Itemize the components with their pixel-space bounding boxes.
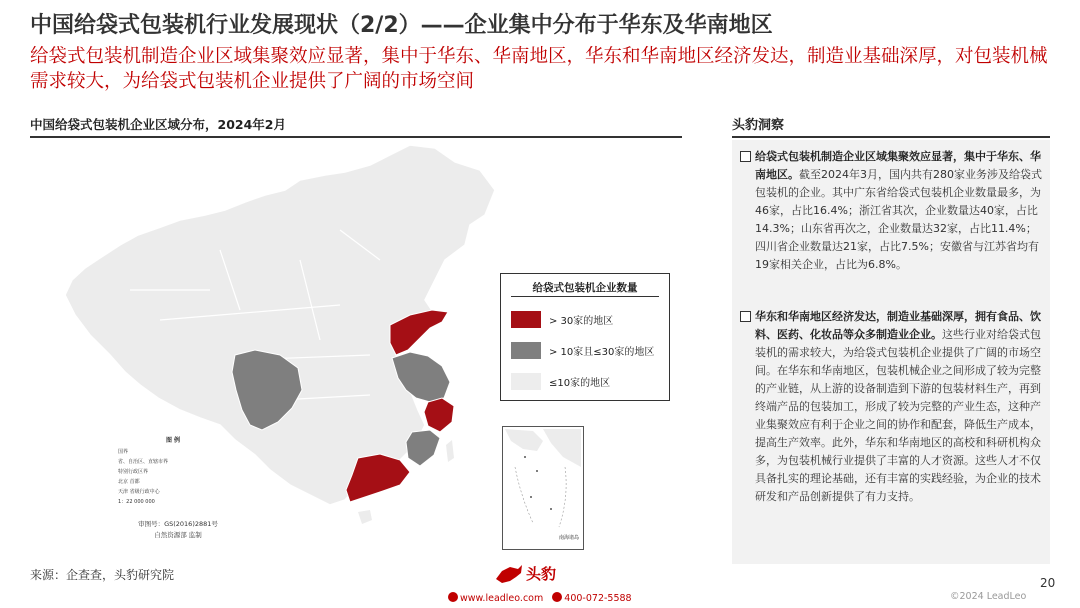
map-legend-box [500, 273, 670, 401]
map-legend-title: 图 例 [165, 437, 181, 444]
map-standard-legend [118, 435, 228, 543]
map-legend-line: 天津 省级行政中心 [118, 489, 160, 495]
page-subtitle: 给袋式包装机制造企业区域集聚效应显著，集中于华东、华南地区，华东和华南地区经济发达，制造业基础深厚，对包装机械需求较大，为给袋式包装机企业提供了广阔的市场空间 [30, 46, 1048, 92]
region-fujian [406, 430, 440, 466]
insight-point-2-text: 这些行业对给袋式包装机的需求较大，为给袋式包装机企业提供了广阔的市场空间。在华东和华南地区，包装机械企业之间形成了较为完整的产业链，从上游的设备制造到下游的包装材料生产，再到终端产品的包装加工，形成了较为完整的产业生态，这种产业集聚效应有利于企业之间的协作和配套，降低生产成本，提高生产效率。此外，华东和华南地区的高校和科研机构众多，为包装机械行业提供了丰富的人才资源。这些人才不仅具备扎实的理论基础，还有丰富的实践经验，为企业的技术研发和产品创新提供了有力支持。 [755, 328, 1041, 503]
map-supervisor: 自然资源部 监制 [154, 531, 202, 539]
checkbox-bullet-icon [740, 311, 751, 322]
legend-swatch [511, 373, 541, 390]
legend-label: > 10家且≤30家的地区 [549, 346, 655, 358]
website-link[interactable]: www.leadleo.com [460, 593, 544, 604]
legend-item-mid [511, 341, 654, 359]
globe-icon [448, 592, 458, 602]
checkbox-bullet-icon [740, 151, 751, 162]
page-title: 中国给袋式包装机行业发展现状（2/2）——企业集中分布于华东及华南地区 [30, 13, 773, 38]
legend-swatch [511, 311, 541, 328]
map-approval-number: 审图号：GS(2016)2881号 [138, 520, 218, 528]
legend-title: 给袋式包装机企业数量 [501, 280, 669, 295]
map-section-heading [30, 114, 682, 138]
map-approval-note [108, 519, 248, 541]
insight-point-1-bold: 给袋式包装机制造企业区域集聚效应显著，集中于华东、华南地区。 [755, 150, 1041, 181]
map-legend-line: 省、自治区、直辖市界 [118, 459, 169, 465]
leopard-logo-icon [494, 563, 524, 585]
map-legend-line: 1：22 000 000 [118, 499, 155, 505]
region-zhejiang [424, 398, 454, 432]
legend-swatch [511, 342, 541, 359]
legend-item-high [511, 310, 613, 328]
legend-item-low [511, 372, 610, 390]
insight-point-1-text: 截至2024年3月，国内共有280家业务涉及给袋式包装机的企业。其中广东省给袋式包装机企业数量最多，为46家，占比16.4%；浙江省其次，企业数量达40家，占比14.3%；山东省再次之，企业数量达32家，占比11.4%；四川省企业数量达21家，占比7.5%；安徽省与江苏省均有19家相关企业，占比为6.8%。 [755, 168, 1042, 271]
south-china-sea-inset [502, 426, 584, 550]
insight-point-1 [740, 148, 1046, 274]
insight-heading-text: 头豹洞察 [732, 118, 785, 133]
insight-section-heading [732, 114, 1050, 138]
legend-label: > 30家的地区 [549, 315, 614, 327]
phone-icon [552, 592, 562, 602]
copyright: ©2024 LeadLeo [950, 591, 1027, 602]
map-heading-text: 中国给袋式包装机企业区域分布，2024年2月 [30, 117, 286, 132]
page-number: 20 [1040, 576, 1056, 590]
legend-label: ≤10家的地区 [549, 377, 611, 389]
map-legend-line: 北京 首都 [118, 479, 140, 485]
leadleo-logo [494, 563, 564, 587]
map-legend-line: 特别行政区界 [118, 469, 149, 475]
logo-text: 头豹 [526, 565, 557, 583]
map-legend-line: 国界 [118, 449, 129, 455]
source-note: 来源：企查查，头豹研究院 [30, 568, 175, 582]
insight-panel [732, 140, 1050, 564]
footer-contact [448, 592, 632, 604]
inset-label: 南海诸岛 [558, 535, 579, 541]
china-map [40, 140, 510, 560]
insight-point-2-bold: 华东和华南地区经济发达，制造业基础深厚，拥有食品、饮料、医药、化妆品等众多制造业企业。 [755, 310, 1041, 341]
phone-number: 400-072-5588 [564, 593, 632, 604]
insight-point-2 [740, 308, 1046, 506]
